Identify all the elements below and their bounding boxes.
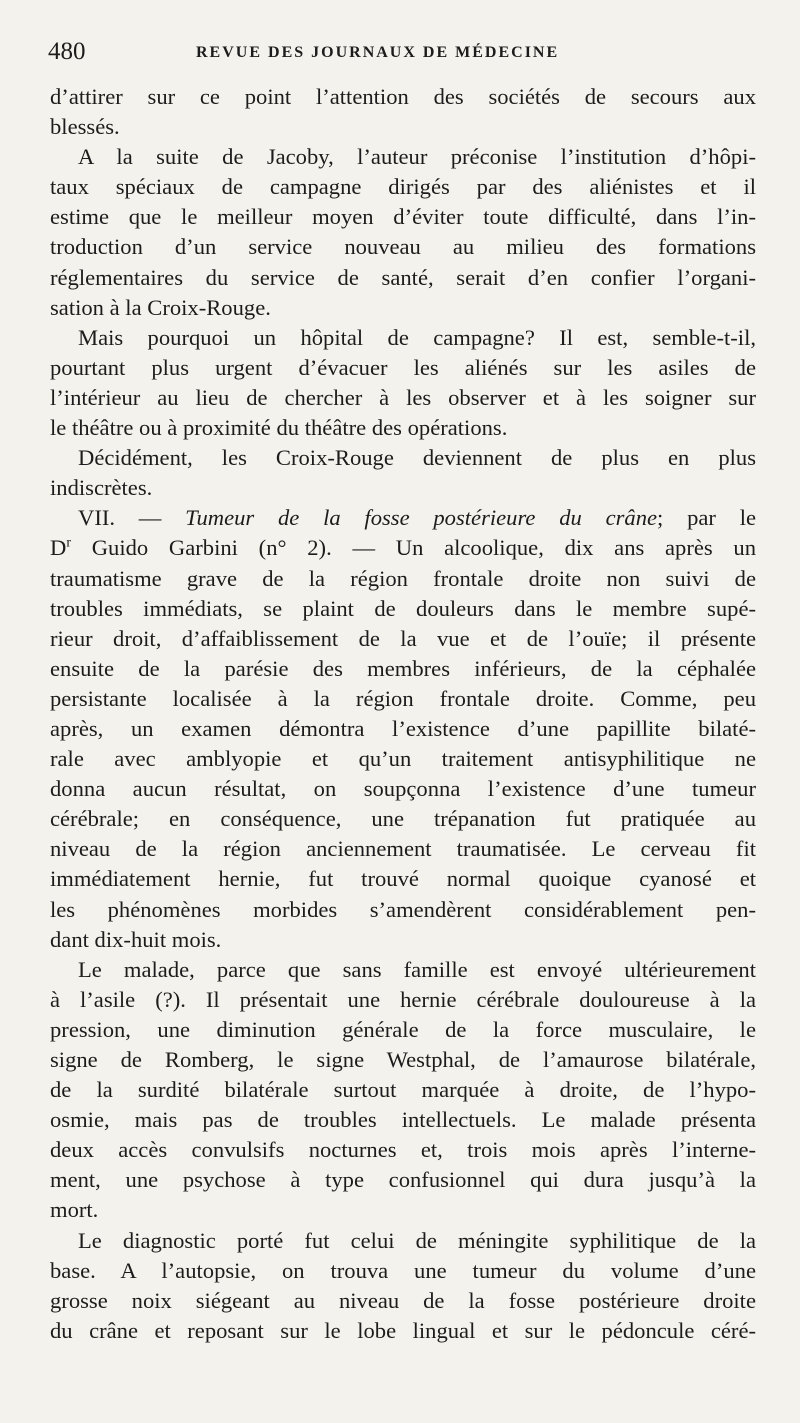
text-line: d’attirer sur ce point l’attention des sociétés de secours aux [50, 84, 756, 109]
text-line: à l’asile (?). Il présentait une hernie cérébrale douloureuse à la [50, 986, 756, 1012]
text-line: osmie, mais pas de troubles intellectuels. Le malade présenta [50, 1107, 756, 1133]
section-dash: — [138, 505, 162, 531]
text-line: blessés. [50, 114, 120, 140]
text-line: ment, une psychose à type confusionnel qui dura jusqu’à la [50, 1167, 756, 1193]
text-line: grosse noix siégeant au niveau de la fosse postérieure droite [50, 1287, 756, 1313]
text-line: immédiatement hernie, fut trouvé normal quoique cyanosé et [50, 866, 756, 892]
text-line: taux spéciaux de campagne dirigés par des aliénistes et il [50, 174, 756, 200]
text-line: niveau de la région anciennement traumatisée. Le cerveau fit [50, 836, 756, 862]
text-line: de la surdité bilatérale surtout marquée à droite, de l’hypo- [50, 1077, 756, 1103]
text-line: cérébrale; en conséquence, une trépanation fut pratiquée au [50, 806, 756, 832]
section-heading-line [50, 503, 756, 533]
text-line: ensuite de la parésie des membres inférieurs, de la céphalée [50, 655, 756, 681]
text-line: Mais pourquoi un hôpital de campagne? Il est, semble-t-il, [78, 324, 756, 350]
text-line: mort. [50, 1197, 99, 1223]
text-line: donna aucun résultat, on soupçonna l’existence d’une tumeur [50, 776, 756, 802]
text-line: base. A l’autopsie, on trouva une tumeur du volume d’une [50, 1257, 756, 1283]
section-after-title: ; par le [657, 505, 756, 531]
text-line: dant dix-huit mois. [50, 926, 222, 952]
text-line: signe de Romberg, le signe Westphal, de l’amaurose bilatérale, [50, 1047, 756, 1072]
section-title: Tumeur de la fosse postérieure du crâne [185, 505, 658, 531]
text-line: rale avec amblyopie et qu’un traitement antisyphilitique ne [50, 746, 756, 772]
text-line: troduction d’un service nouveau au milieu des formations [50, 234, 756, 260]
text-line: indiscrètes. [50, 475, 153, 501]
text-line: l’intérieur au lieu de chercher à les observer et à les soigner sur [50, 384, 756, 410]
text-line: persistante localisée à la région frontale droite. Comme, peu [50, 685, 756, 711]
author-rest: Guido Garbini (n° 2). — Un alcoolique, dix ans après un [71, 535, 756, 561]
author-prefix: D [50, 535, 67, 561]
text-line: traumatisme grave de la région frontale droite non suivi de [50, 565, 756, 591]
section-number: VII. [78, 505, 116, 531]
text-line: le théâtre ou à proximité du théâtre des opérations. [50, 415, 508, 441]
text-line: troubles immédiats, se plaint de douleurs dans le membre supé- [50, 595, 756, 621]
text-line: rieur droit, d’affaiblissement de la vue et de l’ouïe; il présente [50, 625, 756, 651]
text-line: pression, une diminution générale de la force musculaire, le [50, 1016, 756, 1042]
text-line: Le malade, parce que sans famille est envoyé ultérieurement [78, 956, 756, 982]
body-text [50, 82, 756, 1346]
text-line: Le diagnostic porté fut celui de méningite syphilitique de la [78, 1227, 756, 1253]
running-title: REVUE DES JOURNAUX DE MÉDECINE [196, 44, 560, 61]
author-superscript: r [66, 535, 71, 551]
text-line: pourtant plus urgent d’évacuer les aliénés sur les asiles de [50, 354, 756, 380]
page-header [48, 38, 764, 72]
text-line: réglementaires du service de santé, serait d’en confier l’organi- [50, 264, 756, 290]
text-line: les phénomènes morbides s’amendèrent considérablement pen- [50, 896, 756, 922]
text-line: estime que le meilleur moyen d’éviter toute difficulté, dans l’in- [50, 204, 756, 230]
author-line [50, 533, 756, 563]
text-line: après, un examen démontra l’existence d’une papillite bilaté- [50, 715, 756, 741]
text-line: Décidément, les Croix-Rouge deviennent de plus en plus [78, 445, 756, 471]
text-line: du crâne et reposant sur le lobe lingual et sur le pédoncule céré- [50, 1317, 756, 1343]
text-line: deux accès convulsifs nocturnes et, trois mois après l’interne- [50, 1137, 756, 1163]
text-line: sation à la Croix-Rouge. [50, 294, 271, 320]
text-line: A la suite de Jacoby, l’auteur préconise l’institution d’hôpi- [78, 144, 756, 170]
page-number: 480 [48, 38, 86, 65]
